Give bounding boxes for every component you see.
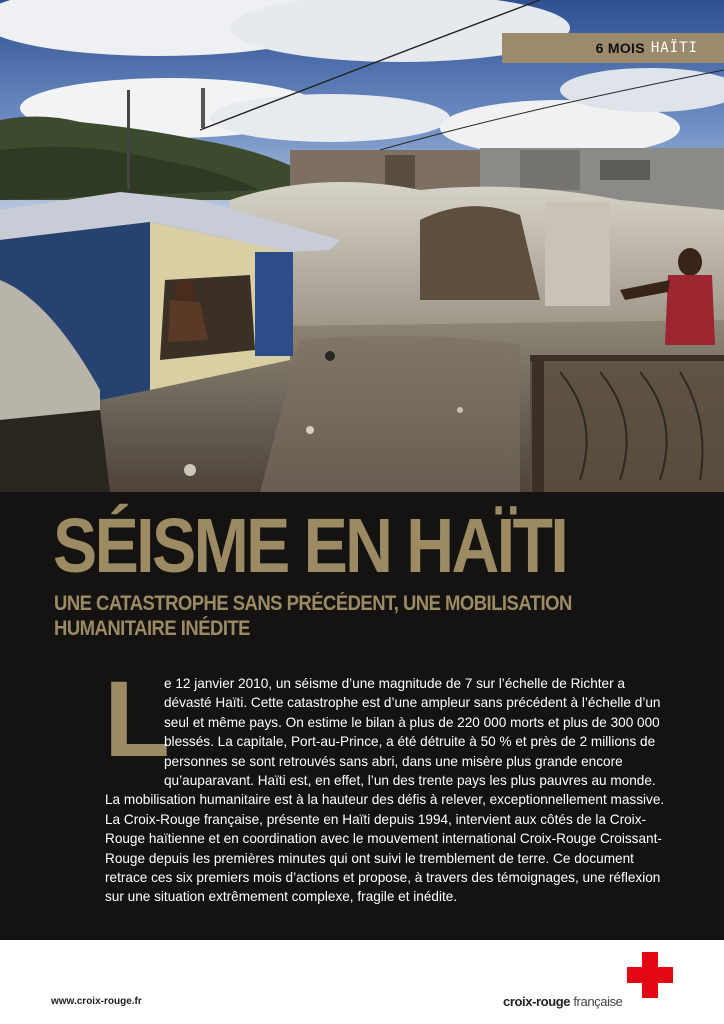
- section-tag: [502, 33, 724, 63]
- red-cross-icon: [627, 952, 673, 998]
- drop-cap-spacer: [104, 658, 170, 779]
- brand-name-bold: croix-rouge: [503, 994, 571, 1009]
- earthquake-scene-image: [0, 0, 724, 492]
- article-subtitle: UNE CATASTROPHE SANS PRÉCÉDENT, UNE MOBILISATION HUMANITAIRE INÉDITE: [54, 592, 572, 640]
- article-panel: [0, 492, 724, 940]
- drop-cap: L: [104, 658, 170, 779]
- article-body-paragraph: [104, 658, 667, 907]
- hero-photo: [0, 0, 724, 492]
- page-footer: [0, 940, 724, 1024]
- article-body-text: e 12 janvier 2010, un séisme d’une magnitude de 7 sur l’échelle de Richter a dévasté Haïti. Cette catastrophe est d’une ampleur sans précédent à l’échelle d’un seul et même pays. On estime le bilan à plus de 220 000 morts et plus de 300 000 blessés. La capitale, Port-au-Prince, a été détruite à 50 % et près de 2 millions de personnes se sont retrouvés sans abri, dans une misère plus grande encore qu’auparavant. Haïti est, en effet, l’un des trente pays les plus pauvres au monde. La mobilisation humanitaire est à la hauteur des défis à relever, exceptionnellement massive. La Croix-Rouge française, présente en Haïti depuis 1994, intervient aux côtés de la Croix-Rouge haïtienne et en coordination avec le mouvement international Croix-Rouge Croissant-Rouge depuis les premières minutes qui ont suivi le tremblement de terre. Ce document retrace ces six premiers mois d’actions et propose, à travers des témoignages, une réflexion sur une situation extrêmement complexe, fragile et inédite.: [105, 676, 665, 905]
- section-tag-country: HAÏTI: [650, 40, 698, 56]
- section-tag-duration: 6 MOIS: [595, 40, 645, 56]
- brand-name-light: française: [573, 994, 623, 1009]
- website-link[interactable]: www.croix-rouge.fr: [51, 996, 142, 1007]
- brand-name: [503, 994, 623, 1009]
- article-title: SÉISME EN HAÏTI: [53, 503, 567, 589]
